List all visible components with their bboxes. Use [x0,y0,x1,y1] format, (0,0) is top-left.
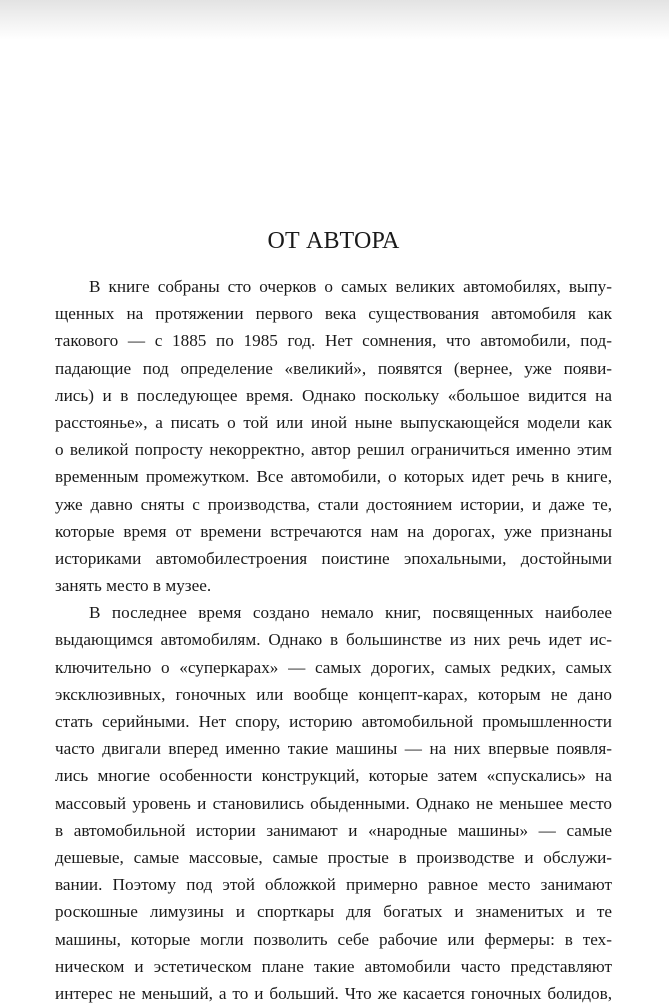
text-line: эксклюзивных, гоночных или вообще концепт-карах, которым не дано [55,684,612,704]
top-scan-shadow [0,0,669,40]
text-line: стать серийными. Нет спору, историю автомобильной промышленности [55,712,612,731]
text-line: уже давно сняты с производства, стали достоянием истории, и даже те, [55,494,612,514]
text-line: роскошные лимузины и спорткары для богатых и знаменитых и те [55,902,612,922]
book-page [55,225,612,1007]
text-line: историками автомобилестроения поистине эпохальными, достойными [55,548,612,568]
text-line: часто двигали вперед именно такие машины — на них впервые появля- [55,739,612,759]
text-line: щенных на протяжении первого века существования автомобиля как [55,304,612,324]
text-line: расстоянье», а писать о той или иной ныне выпускающейся модели как [55,412,612,432]
paragraph-1 [55,273,612,599]
text-line: дешевые, самые массовые, самые простые в производстве и обслужи- [55,847,612,867]
text-line: машины, которые могли позволить себе рабочие или фермеры: в тех- [55,929,612,949]
text-line: лись) и в последующее время. Однако поскольку «большое видится на [55,385,612,405]
text-line: массовый уровень и становились обыденными. Однако не меньшее место [55,793,612,813]
text-line: вании. Поэтому под этой обложкой примерно равное место занимают [55,875,612,895]
text-line: В книге собраны сто очерков о самых великих автомобилях, выпу- [89,277,612,296]
text-line: падающие под определение «великий», появятся (вернее, уже появи- [55,358,612,378]
text-line: временным промежутком. Все автомобили, о которых идет речь в книге, [55,467,612,487]
text-line: которые время от времени встречаются нам на дорогах, уже признаны [55,521,612,541]
chapter-title: ОТ АВТОРА [267,228,400,254]
text-line: занять место в музее. [55,576,212,596]
text-line: о великой попросту некорректно, автор решил ограничиться именно этим [55,440,612,460]
text-line: В последнее время создано немало книг, посвященных наиболее [89,603,612,623]
paragraph-2 [55,599,612,1007]
text-line: такового — с 1885 по 1985 год. Нет сомнения, что автомобили, под- [55,331,612,351]
text-line: в автомобильной истории занимают и «народные машины» — самые [55,820,612,840]
text-line: интерес не меньший, а то и больший. Что же касается гоночных болидов, [55,983,612,1003]
text-line: ключительно о «суперкарах» — самых дорогих, самых редких, самых [55,657,612,677]
text-line: выдающимся автомобилям. Однако в большинстве из них речь идет ис- [55,630,612,650]
text-line: лись многие особенности конструкций, которые затем «спускались» на [55,766,612,786]
text-line: ническом и эстетическом плане такие автомобили часто представляют [55,956,612,976]
